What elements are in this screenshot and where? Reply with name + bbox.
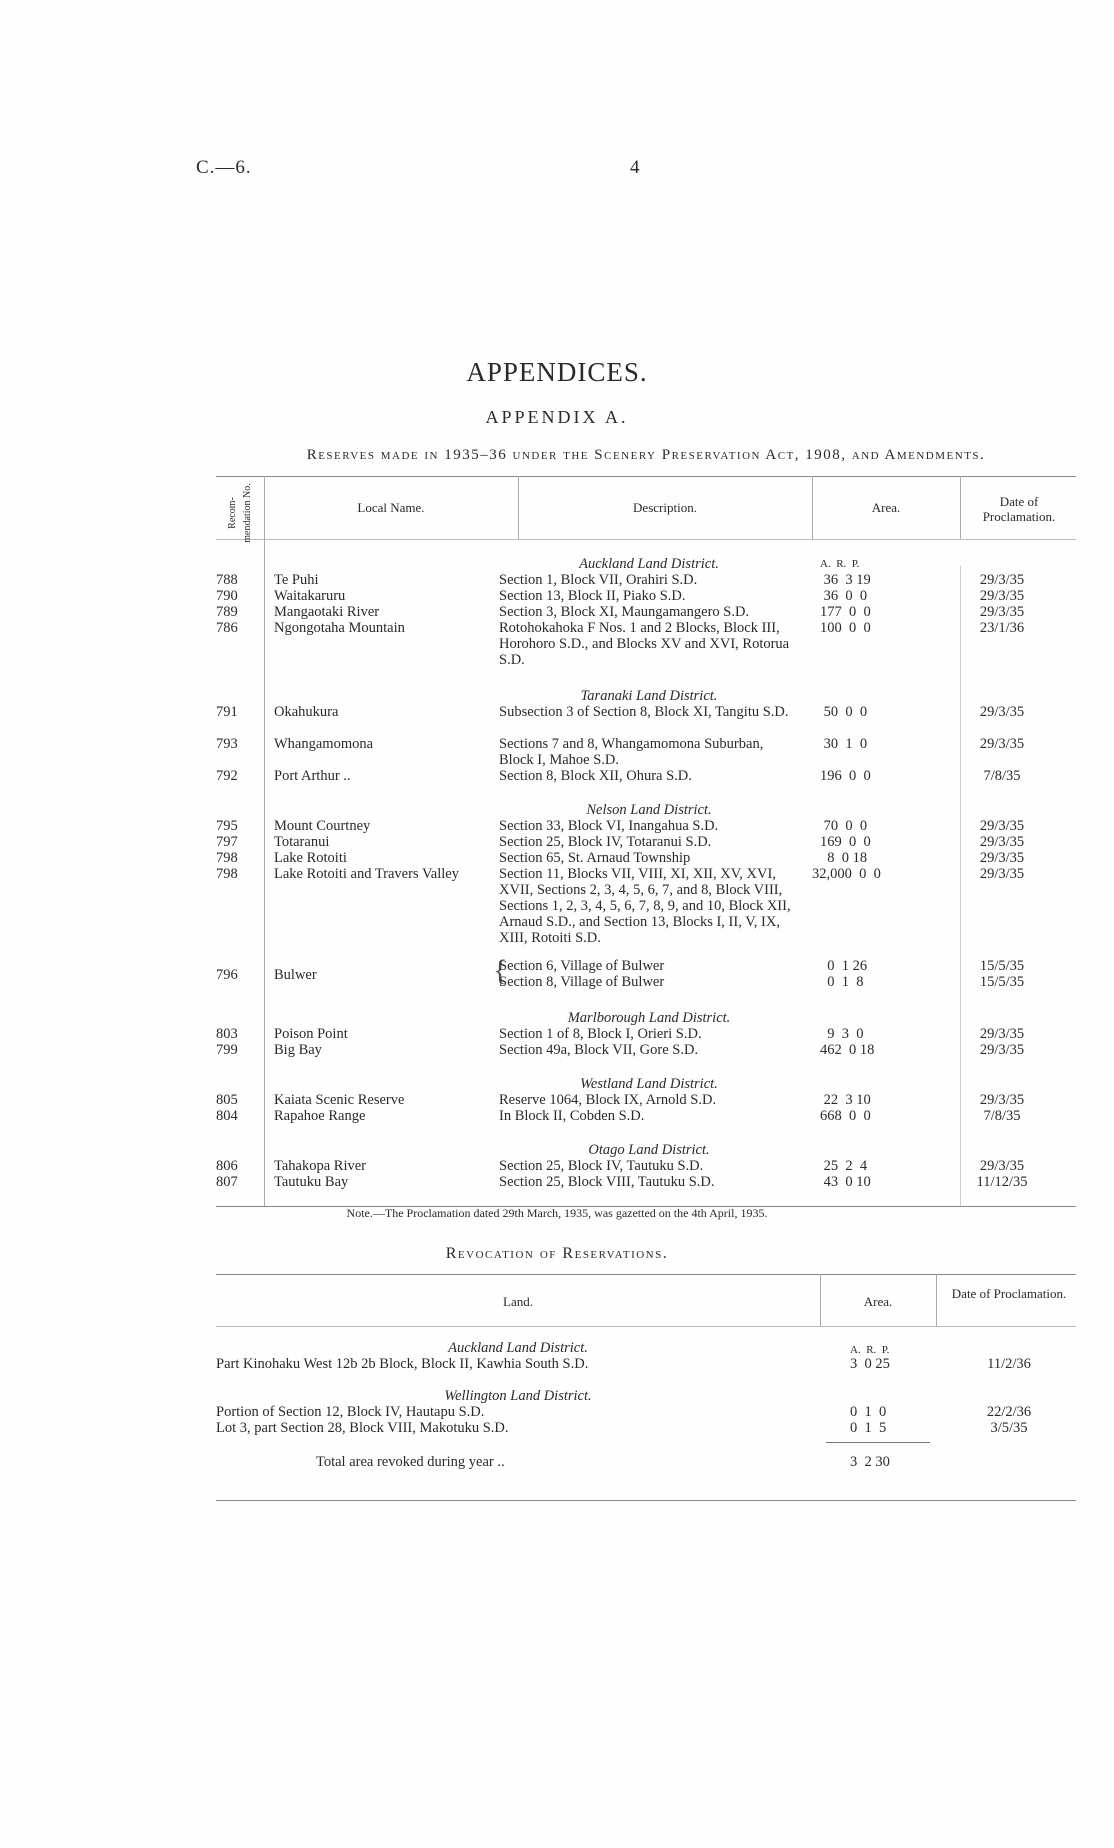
local-name: Tautuku Bay <box>274 1174 349 1190</box>
rec-no: 804 <box>216 1108 238 1124</box>
land-description: Lot 3, part Section 28, Block VIII, Makotuku S.D. <box>216 1420 509 1436</box>
rec-no: 791 <box>216 704 238 720</box>
col-date-header: Date of Proclamation. <box>982 494 1056 524</box>
proclamation-note: Note.—The Proclamation dated 29th March, 1935, was gazetted on the 4th April, 1935. <box>346 1206 768 1220</box>
district-heading: Auckland Land District. <box>579 556 719 572</box>
area: 169 0 0 <box>820 834 871 850</box>
local-name: Whangamomona <box>274 736 374 752</box>
area: 668 0 0 <box>820 1108 871 1124</box>
brace: { <box>493 954 508 987</box>
area: 100 0 0 <box>820 620 871 636</box>
description: Subsection 3 of Section 8, Block XI, Tangitu S.D. <box>499 704 789 720</box>
rec-no: 796 <box>216 967 238 983</box>
area: 177 0 0 <box>820 604 871 620</box>
area: 43 0 10 <box>820 1174 871 1190</box>
local-name: Lake Rotoiti and Travers Valley <box>274 866 459 882</box>
description: Reserve 1064, Block IX, Arnold S.D. <box>499 1092 717 1108</box>
local-name: Rapahoe Range <box>274 1108 366 1124</box>
proclamation-date: 29/3/35 <box>979 604 1025 620</box>
area: 0 1 0 <box>850 1404 887 1420</box>
proclamation-date: 29/3/35 <box>979 572 1025 588</box>
appendix-a-title: APPENDIX A. <box>485 407 629 427</box>
rec-no: 788 <box>216 572 238 588</box>
area: 9 3 0 <box>820 1026 864 1042</box>
rec-no: 798 <box>216 866 238 882</box>
proclamation-date: 29/3/35 <box>979 588 1025 604</box>
revocation-table <box>216 1274 1076 1514</box>
description: Section 25, Block IV, Tautuku S.D. <box>499 1158 704 1174</box>
proclamation-date: 11/12/35 <box>976 1174 1028 1190</box>
area: 36 3 19 <box>820 572 871 588</box>
total-area: 3 2 30 <box>850 1454 890 1470</box>
proclamation-date: 29/3/35 <box>979 1092 1025 1108</box>
proclamation-date: 29/3/35 <box>979 736 1025 752</box>
proclamation-date: 15/5/35 <box>979 958 1025 974</box>
proclamation-date: 15/5/35 <box>979 974 1025 990</box>
local-name: Okahukura <box>274 704 339 720</box>
local-name: Mount Courtney <box>274 818 371 834</box>
local-name: Poison Point <box>274 1026 348 1042</box>
description: Section 1 of 8, Block I, Orieri S.D. <box>499 1026 702 1042</box>
local-name: Te Puhi <box>274 572 319 588</box>
description: Rotohokahoka F Nos. 1 and 2 Blocks, Block III, Horohoro S.D., and Blocks XV and XVI, Rotorua S.D. <box>499 620 790 668</box>
description: In Block II, Cobden S.D. <box>499 1108 645 1124</box>
rec-no: 795 <box>216 818 238 834</box>
col-date-header: Date of Proclamation. <box>951 1286 1067 1301</box>
rec-no: 799 <box>216 1042 238 1058</box>
area: 0 1 5 <box>850 1420 887 1436</box>
local-name: Big Bay <box>274 1042 322 1058</box>
local-name: Lake Rotoiti <box>274 850 347 866</box>
land-description: Portion of Section 12, Block IV, Hautapu S.D. <box>216 1404 485 1420</box>
proclamation-date: 3/5/35 <box>990 1420 1028 1436</box>
col-area-header: Area. <box>863 1294 893 1309</box>
col-area-header: Area. <box>871 500 901 515</box>
page-reference: C.—6. <box>196 157 252 178</box>
area: 22 3 10 <box>820 1092 871 1108</box>
local-name: Ngongotaha Mountain <box>274 620 405 636</box>
col-land-header: Land. <box>503 1294 533 1309</box>
reserves-table <box>216 476 1076 1216</box>
rec-no: 798 <box>216 850 238 866</box>
appendices-title: APPENDICES. <box>466 357 648 387</box>
col-desc-header: Description. <box>633 500 697 515</box>
area: 196 0 0 <box>820 768 871 784</box>
proclamation-date: 29/3/35 <box>979 834 1025 850</box>
district-heading: Otago Land District. <box>588 1142 710 1158</box>
description: Section 13, Block II, Piako S.D. <box>499 588 686 604</box>
page-number: 4 <box>630 157 640 178</box>
rec-no: 786 <box>216 620 238 636</box>
col-name-header: Local Name. <box>357 500 425 515</box>
proclamation-date: 11/2/36 <box>987 1356 1031 1372</box>
description: Sections 7 and 8, Whangamomona Suburban, Block I, Mahoe S.D. <box>499 736 764 768</box>
district-heading: Marlborough Land District. <box>567 1010 731 1026</box>
area: 36 0 0 <box>820 588 868 604</box>
proclamation-date: 29/3/35 <box>979 850 1025 866</box>
revocation-title: Revocation of Reservations. <box>445 1245 669 1262</box>
rec-no: 805 <box>216 1092 238 1108</box>
rec-no: 793 <box>216 736 238 752</box>
local-name: Totaranui <box>274 834 330 850</box>
description: Section 8, Block XII, Ohura S.D. <box>499 768 692 784</box>
proclamation-date: 23/1/36 <box>979 620 1025 636</box>
area: 8 0 18 <box>820 850 868 866</box>
area: 25 2 4 <box>820 1158 868 1174</box>
rec-no: 797 <box>216 834 238 850</box>
table-top-rule <box>216 476 1076 477</box>
area: 3 0 25 <box>850 1356 890 1372</box>
area: 50 0 0 <box>820 704 868 720</box>
total-label: Total area revoked during year .. <box>316 1454 505 1470</box>
header-rule <box>216 539 1076 540</box>
district-heading: Westland Land District. <box>580 1076 718 1092</box>
proclamation-date: 29/3/35 <box>979 1158 1025 1174</box>
area: 70 0 0 <box>820 818 868 834</box>
area: 0 1 8 <box>820 974 864 990</box>
rec-no: 790 <box>216 588 238 604</box>
local-name: Port Arthur .. <box>274 768 351 784</box>
proclamation-date: 7/8/35 <box>983 768 1021 784</box>
proclamation-date: 7/8/35 <box>983 1108 1021 1124</box>
area-units: A. R. P. <box>850 1344 890 1356</box>
description: Section 1, Block VII, Orahiri S.D. <box>499 572 698 588</box>
appendix-subtitle: Reserves made in 1935–36 under the Scenery Preservation Act, 1908, and Amendments. <box>306 447 986 463</box>
rec-no: 806 <box>216 1158 238 1174</box>
proclamation-date: 29/3/35 <box>979 866 1025 882</box>
rec-no: 792 <box>216 768 238 784</box>
description: Section 11, Blocks VII, VIII, XI, XII, XV, XVI, XVII, Sections 2, 3, 4, 5, 6, 7, and 8, Block VIII, Sections 1, 2, 3, 4, 5, 6, 7, 8, 9, and 10, Block XII, Arnaud S.D., and Section 13, Blocks I, II, V, IX, XIII, Rotoiti S.D. <box>499 866 791 946</box>
description: Section 3, Block XI, Maungamangero S.D. <box>499 604 750 620</box>
district-heading: Auckland Land District. <box>448 1340 588 1356</box>
local-name: Kaiata Scenic Reserve <box>274 1092 405 1108</box>
proclamation-date: 29/3/35 <box>979 1026 1025 1042</box>
area: 462 0 18 <box>820 1042 875 1058</box>
area: 0 1 26 <box>820 958 868 974</box>
district-heading: Nelson Land District. <box>586 802 712 818</box>
col-rec-header: Recom-mendation No. <box>227 483 253 543</box>
land-description: Part Kinohaku West 12b 2b Block, Block II, Kawhia South S.D. <box>216 1356 589 1372</box>
proclamation-date: 29/3/35 <box>979 818 1025 834</box>
proclamation-date: 22/2/36 <box>986 1404 1032 1420</box>
area-units: A. R. P. <box>820 558 860 570</box>
description: Section 25, Block VIII, Tautuku S.D. <box>499 1174 715 1190</box>
proclamation-date: 29/3/35 <box>979 1042 1025 1058</box>
local-name: Bulwer <box>274 967 317 983</box>
area: 30 1 0 <box>820 736 868 752</box>
description: Section 6, Village of Bulwer <box>499 958 665 974</box>
description: Section 25, Block IV, Totaranui S.D. <box>499 834 712 850</box>
local-name: Tahakopa River <box>274 1158 366 1174</box>
district-heading: Taranaki Land District. <box>580 688 718 704</box>
description: Section 33, Block VI, Inangahua S.D. <box>499 818 719 834</box>
description: Section 8, Village of Bulwer <box>499 974 665 990</box>
proclamation-date: 29/3/35 <box>979 704 1025 720</box>
local-name: Mangaotaki River <box>274 604 380 620</box>
local-name: Waitakaruru <box>274 588 346 604</box>
rec-no: 803 <box>216 1026 238 1042</box>
district-heading: Wellington Land District. <box>444 1388 592 1404</box>
description: Section 49a, Block VII, Gore S.D. <box>499 1042 699 1058</box>
rec-no: 807 <box>216 1174 238 1190</box>
description: Section 65, St. Arnaud Township <box>499 850 691 866</box>
rec-no: 789 <box>216 604 238 620</box>
area: 32,000 0 0 <box>812 866 881 882</box>
